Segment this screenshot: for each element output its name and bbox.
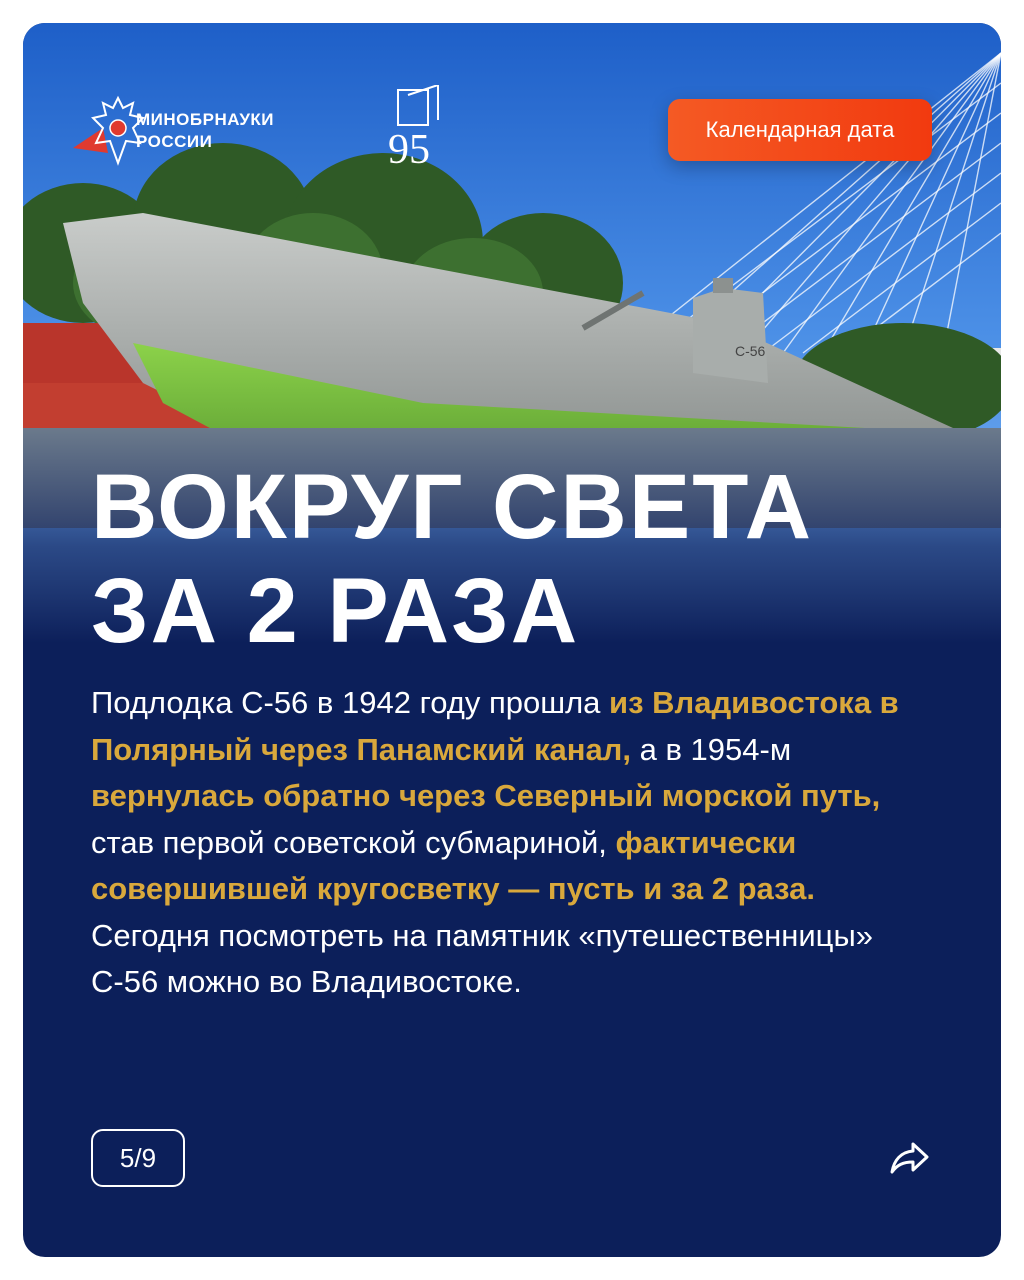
page-indicator: 5/9 [91,1129,185,1187]
anniversary-logo-icon [383,85,453,175]
hull-number: С-56 [735,343,766,359]
ministry-name-line2: РОССИИ [136,132,213,151]
text-segment: Сегодня посмотреть на памятник «путешественницы» С-56 можно во Владивостоке. [91,917,873,999]
share-arrow-icon[interactable] [889,1140,931,1176]
page-title [91,455,971,663]
highlight-route-panama: из Владивостока в Полярный через Панамский канал, [91,685,899,767]
title-line2: ЗА 2 РАЗА [91,560,580,662]
card [23,23,1001,1257]
highlight-circumnavigation: фактически совершившей кругосветку — пусть и за 2 раза. [91,824,815,906]
highlight-route-north: вернулась обратно через Северный морской путь, [91,778,881,813]
ministry-name [136,109,274,153]
ministry-name-line1: МИНОБРНАУКИ [136,110,275,129]
text-segment: а в 1954-м [631,731,792,767]
description-paragraph [91,680,941,1006]
text-segment: Подлодка С-56 в 1942 году прошла [91,685,610,720]
text-segment: став первой советской субмариной, [91,824,616,860]
title-line1: ВОКРУГ СВЕТА [91,456,814,558]
svg-text:95: 95 [388,127,430,173]
calendar-date-badge: Календарная дата [668,99,932,161]
